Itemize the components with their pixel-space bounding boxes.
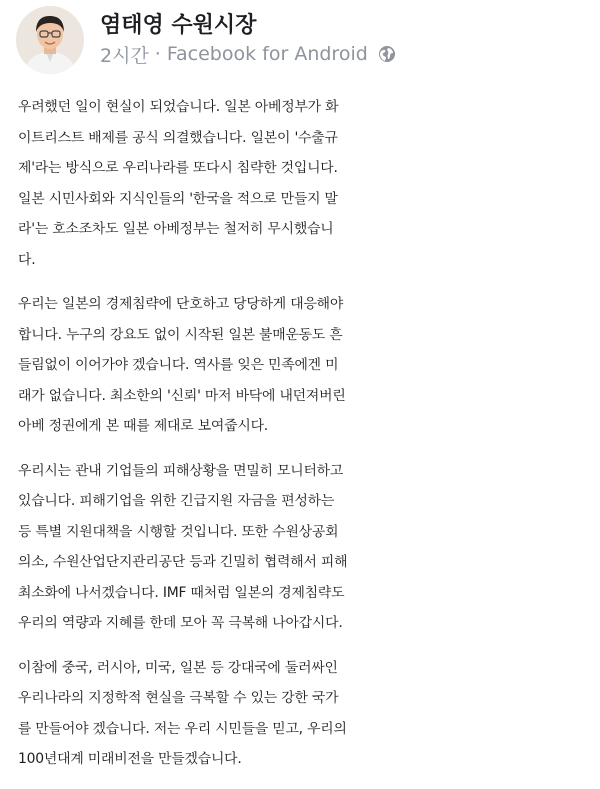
post-header xyxy=(0,0,600,80)
text-line: 합니다. 누구의 강요도 없이 시작된 일본 불매운동도 흔 xyxy=(18,326,343,343)
text-line: 이트리스트 배제를 공식 의결했습니다. 일본이 '수출규 xyxy=(18,129,338,146)
text-line: 100년대계 미래비전을 만들겠습니다. xyxy=(18,751,242,767)
profile-photo-icon xyxy=(16,6,84,74)
text-line: 등 특별 지원대책을 시행할 것입니다. 또한 수원상공회 xyxy=(18,523,339,540)
post-body xyxy=(18,92,586,789)
text-line: 를 만들어야 겠습니다. 저는 우리 시민들을 믿고, 우리의 xyxy=(18,720,347,737)
text-line: 우려했던 일이 현실이 되었습니다. 일본 아베정부가 화 xyxy=(18,99,339,115)
text-line: 아베 정권에게 본 때를 제대로 보여줍시다. xyxy=(18,418,269,434)
text-line: 있습니다. 피해기업을 위한 긴급지원 자금을 편성하는 xyxy=(18,493,335,509)
post-meta xyxy=(100,42,396,66)
paragraph-3 xyxy=(18,456,586,639)
text-line: 최소화에 나서겠습니다. IMF 때처럼 일본의 경제침략도 xyxy=(18,584,345,601)
text-line: 이참에 중국, 러시아, 미국, 일본 등 강대국에 둘러싸인 xyxy=(18,659,338,676)
post-time[interactable]: 2시간 xyxy=(100,44,149,67)
text-line: 우리나라의 지정학적 현실을 극복할 수 있는 강한 국가 xyxy=(18,690,339,706)
avatar[interactable] xyxy=(16,6,84,74)
text-line: 다. xyxy=(18,251,36,268)
paragraph-4 xyxy=(18,653,586,775)
text-line: 일본 시민사회와 지식인들의 '한국을 적으로 만들지 말 xyxy=(18,190,338,207)
post-source: Facebook for Android xyxy=(166,43,368,65)
paragraph-1 xyxy=(18,92,586,275)
text-line: 의소, 수원산업단지관리공단 등과 긴밀히 협력해서 피해 xyxy=(18,554,348,570)
globe-icon[interactable] xyxy=(378,45,396,63)
meta-separator: · xyxy=(154,43,161,65)
text-line: 제'라는 방식으로 우리나라를 또다시 침략한 것입니다. xyxy=(18,160,338,176)
text-line: 라'는 호소조차도 일본 아베정부는 철저히 무시했습니 xyxy=(18,221,334,237)
text-line: 래가 없습니다. 최소한의 '신뢰' 마저 바닥에 내던져버린 xyxy=(18,387,346,404)
text-line: 우리의 역량과 지혜를 한데 모아 꼭 극복해 나아갑시다. xyxy=(18,615,343,631)
text-line: 우리시는 관내 기업들의 피해상황을 면밀히 모니터하고 xyxy=(18,462,344,479)
text-line: 우리는 일본의 경제침략에 단호하고 당당하게 대응해야 xyxy=(18,296,344,312)
paragraph-2 xyxy=(18,289,586,442)
author-name[interactable]: 염태영 수원시장 xyxy=(100,13,257,38)
text-line: 들림없이 이어가야 겠습니다. 역사를 잊은 민족에겐 미 xyxy=(18,357,339,373)
